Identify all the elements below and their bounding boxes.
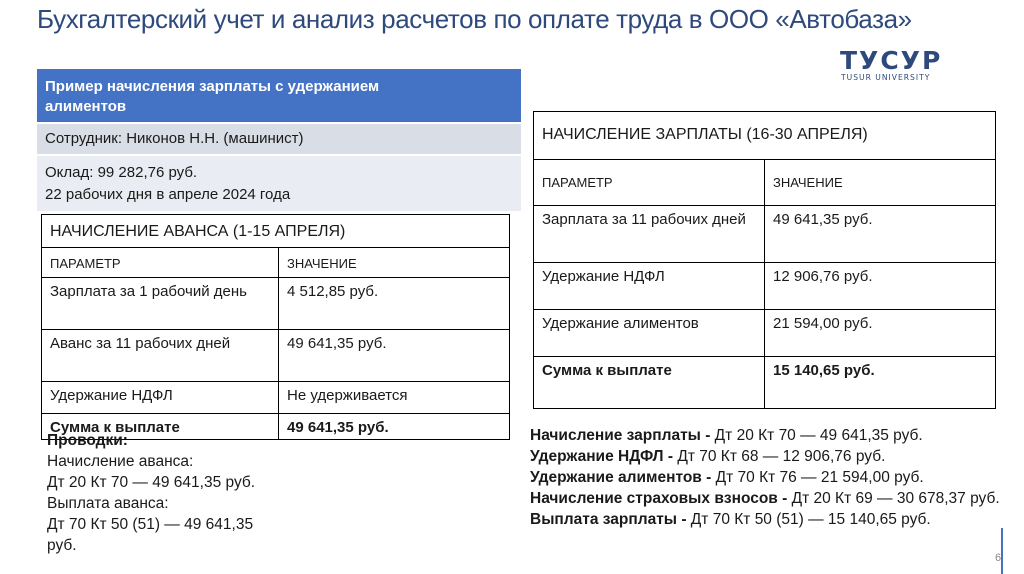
salary-info <box>37 156 521 211</box>
salary-table <box>533 111 996 409</box>
salary-col-param: ПАРАМЕТР <box>534 160 765 206</box>
advance-total-label: Сумма к выплате <box>42 414 279 440</box>
entry-line: Дт 70 Кт 50 (51) — 49 641,35 <box>47 516 254 533</box>
example-header <box>37 69 521 122</box>
advance-col-param: ПАРАМЕТР <box>42 248 279 278</box>
advance-row-value: 4 512,85 руб. <box>279 278 510 330</box>
workdays-line: 22 рабочих дня в апреле 2024 года <box>45 186 291 203</box>
entry-item <box>530 467 1020 488</box>
page-title: Бухгалтерский учет и анализ расчетов по оплате труда в ООО «Автобаза» <box>37 4 912 34</box>
entry-line: Выплата аванса: <box>47 495 169 512</box>
entry-label: Начисление страховых взносов - <box>530 490 788 507</box>
entry-item <box>530 425 1020 446</box>
salary-row-value: 12 906,76 руб. <box>765 263 996 310</box>
advance-col-value: ЗНАЧЕНИЕ <box>279 248 510 278</box>
advance-row-value: Не удерживается <box>279 382 510 414</box>
tusur-logo <box>840 46 960 82</box>
example-header-line1: Пример начисления зарплаты с удержанием <box>45 78 380 95</box>
entry-label: Выплата зарплаты - <box>530 511 687 528</box>
entry-line: руб. <box>47 537 77 554</box>
salary-row-param: Зарплата за 11 рабочих дней <box>534 206 765 263</box>
advance-total-value: 49 641,35 руб. <box>279 414 510 440</box>
page-number: 6 <box>995 552 1002 564</box>
logo-subtitle: TUSUR UNIVERSITY <box>841 73 931 82</box>
salary-row-param: Удержание НДФЛ <box>534 263 765 310</box>
entry-text: Дт 70 Кт 68 — 12 906,76 руб. <box>673 448 886 465</box>
advance-row-param: Аванс за 11 рабочих дней <box>42 330 279 382</box>
salary-col-value: ЗНАЧЕНИЕ <box>765 160 996 206</box>
salary-line: Оклад: 99 282,76 руб. <box>45 164 198 181</box>
entry-line: Дт 20 Кт 70 — 49 641,35 руб. <box>47 474 256 491</box>
entry-label: Начисление зарплаты - <box>530 427 711 444</box>
salary-total-label: Сумма к выплате <box>534 357 765 409</box>
example-header-line2: алиментов <box>45 98 127 115</box>
advance-table-caption: НАЧИСЛЕНИЕ АВАНСА (1-15 АПРЕЛЯ) <box>42 215 510 248</box>
advance-row-param: Зарплата за 1 рабочий день <box>42 278 279 330</box>
salary-total-value: 15 140,65 руб. <box>765 357 996 409</box>
advance-row-param: Удержание НДФЛ <box>42 382 279 414</box>
entries-right <box>530 425 1020 530</box>
entry-text: Дт 20 Кт 70 — 49 641,35 руб. <box>710 427 923 444</box>
advance-table <box>41 214 510 440</box>
entry-item <box>530 488 1020 509</box>
entry-label: Удержание НДФЛ - <box>530 448 674 465</box>
entry-text: Дт 70 Кт 50 (51) — 15 140,65 руб. <box>686 511 931 528</box>
entries-title: Проводки: <box>47 432 128 449</box>
entry-text: Дт 70 Кт 76 — 21 594,00 руб. <box>711 469 924 486</box>
salary-row-value: 21 594,00 руб. <box>765 310 996 357</box>
entry-item <box>530 446 1020 467</box>
advance-row-value: 49 641,35 руб. <box>279 330 510 382</box>
employee-info: Сотрудник: Никонов Н.Н. (машинист) <box>37 124 521 154</box>
entry-text: Дт 20 Кт 69 — 30 678,37 руб. <box>787 490 1000 507</box>
salary-table-caption: НАЧИСЛЕНИЕ ЗАРПЛАТЫ (16-30 АПРЕЛЯ) <box>534 112 996 160</box>
accent-divider <box>1001 528 1003 574</box>
entry-label: Удержание алиментов - <box>530 469 712 486</box>
salary-row-value: 49 641,35 руб. <box>765 206 996 263</box>
salary-row-param: Удержание алиментов <box>534 310 765 357</box>
entry-line: Начисление аванса: <box>47 453 194 470</box>
logo-name: ТУСУР <box>840 46 943 75</box>
entry-item <box>530 509 1020 530</box>
entries-left <box>47 430 337 556</box>
